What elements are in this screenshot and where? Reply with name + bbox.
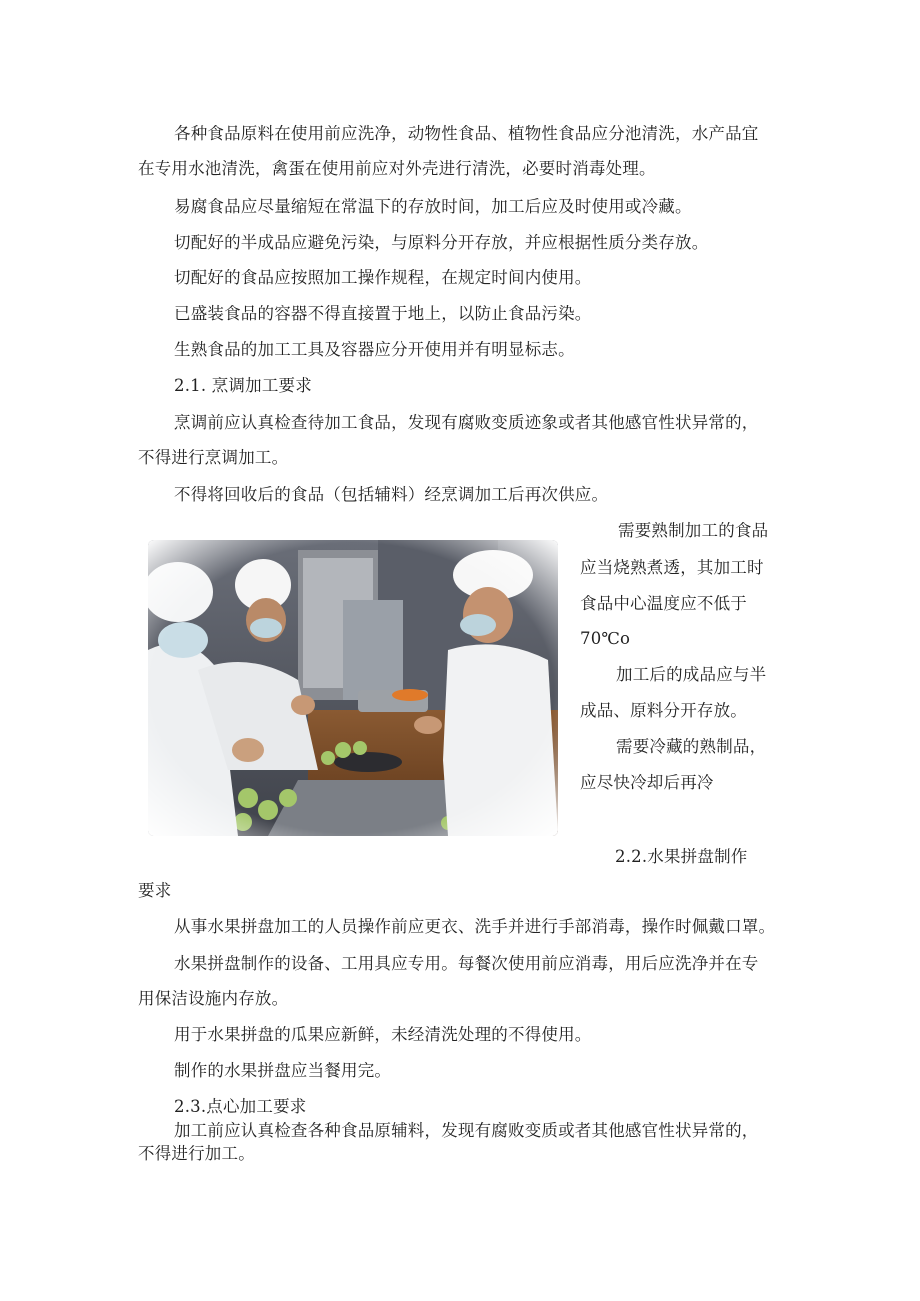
side-paragraph-line: 食品中心温度应不低于: [580, 594, 747, 613]
paragraph-line: 制作的水果拼盘应当餐用完。: [174, 1061, 392, 1080]
paragraph-line: 生熟食品的加工工具及容器应分开使用并有明显标志。: [174, 340, 575, 359]
section-heading-2-3: 2.3.点心加工要求: [174, 1097, 307, 1116]
paragraph-line: 用保洁设施内存放。: [138, 989, 289, 1008]
side-paragraph-line: 需要熟制加工的食品: [618, 521, 769, 540]
side-paragraph-line: 成品、原料分开存放。: [580, 701, 747, 720]
paragraph-line: 不得进行加工。: [138, 1144, 255, 1163]
paragraph-line: 用于水果拼盘的瓜果应新鲜，未经清洗处理的不得使用。: [174, 1025, 592, 1044]
kitchen-staff-making-pastries-photo: [148, 540, 558, 836]
side-paragraph-line: 70℃o: [580, 629, 631, 648]
paragraph-line: 已盛装食品的容器不得直接置于地上，以防止食品污染。: [174, 304, 592, 323]
paragraph-line: 加工前应认真检查各种食品原辅料，发现有腐败变质或者其他感官性状异常的，: [174, 1121, 759, 1140]
side-paragraph-line: 应当烧熟煮透，其加工时: [580, 558, 764, 577]
paragraph-line: 切配好的半成品应避免污染，与原料分开存放，并应根据性质分类存放。: [174, 233, 709, 252]
photo-illustration: [148, 540, 558, 836]
paragraph-line: 从事水果拼盘加工的人员操作前应更衣、洗手并进行手部消毒，操作时佩戴口罩。: [174, 917, 776, 936]
paragraph-line: 各种食品原料在使用前应洗净，动物性食品、植物性食品应分池清洗，水产品宜: [174, 124, 759, 143]
paragraph-line: 烹调前应认真检查待加工食品，发现有腐败变质迹象或者其他感官性状异常的，: [174, 413, 759, 432]
section-heading-2-2: 2.2.水果拼盘制作: [615, 847, 748, 866]
side-paragraph-line: 加工后的成品应与半: [616, 665, 767, 684]
paragraph-line: 水果拼盘制作的设备、工用具应专用。每餐次使用前应消毒，用后应洗净并在专: [174, 954, 759, 973]
section-heading-2-2-cont: 要求: [138, 881, 172, 900]
section-heading-2-1: 2.1. 烹调加工要求: [174, 376, 312, 395]
side-paragraph-line: 需要冷藏的熟制品，: [616, 737, 767, 756]
paragraph-line: 易腐食品应尽量缩短在常温下的存放时间，加工后应及时使用或冷藏。: [174, 197, 692, 216]
paragraph-line: 不得将回收后的食品（包括辅料）经烹调加工后再次供应。: [174, 485, 609, 504]
paragraph-line: 在专用水池清洗，禽蛋在使用前应对外壳进行清洗，必要时消毒处理。: [138, 159, 656, 178]
side-paragraph-line: 应尽快冷却后再冷: [580, 773, 714, 792]
paragraph-line: 切配好的食品应按照加工操作规程，在规定时间内使用。: [174, 268, 592, 287]
paragraph-line: 不得进行烹调加工。: [138, 448, 289, 467]
